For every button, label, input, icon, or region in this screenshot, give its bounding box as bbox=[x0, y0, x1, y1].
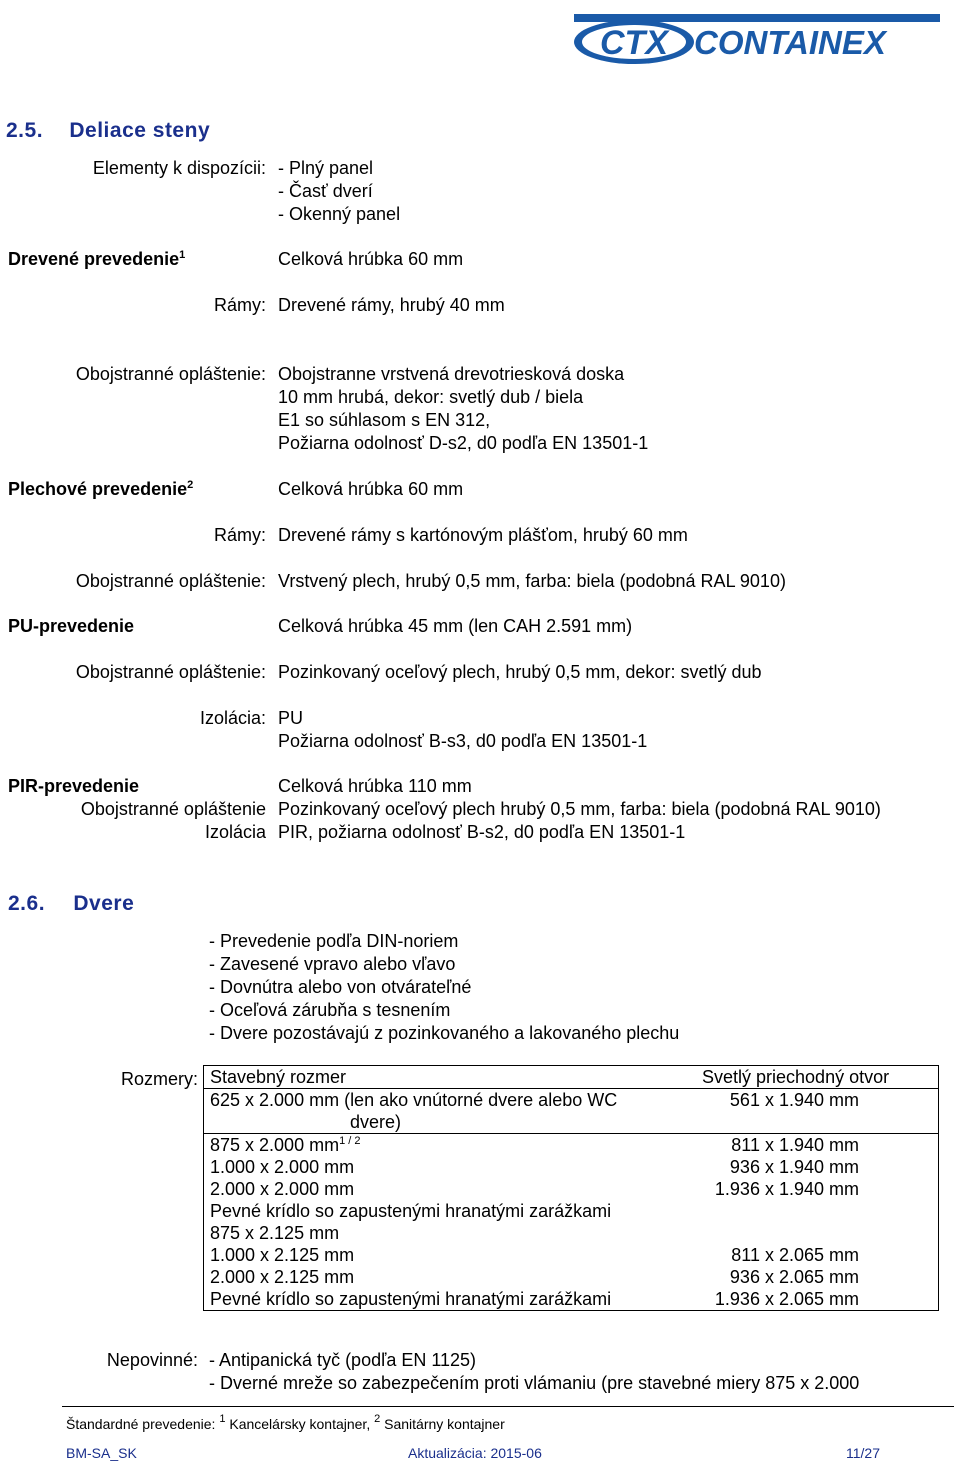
table-cell-sup: 1 / 2 bbox=[339, 1135, 361, 1147]
section-number: 2.6. bbox=[8, 892, 46, 915]
optional-item-1: - Antipanická tyč (podľa EN 1125) bbox=[209, 1350, 477, 1370]
pu-insulation-label: Izolácia: bbox=[199, 708, 266, 728]
table-row bbox=[204, 1111, 939, 1134]
elements-item-1: - Plný panel bbox=[278, 158, 374, 178]
table-row bbox=[204, 1178, 939, 1200]
table-cell-size: 1.000 x 2.000 mm bbox=[210, 1157, 355, 1177]
wood-cladding-line-1: Obojstranne vrstvená drevotriesková doska bbox=[278, 364, 625, 384]
pir-thickness: Celková hrúbka 110 mm bbox=[278, 776, 472, 796]
pu-insulation-line-2: Požiarna odolnosť B-s3, d0 podľa EN 13501-1 bbox=[278, 731, 648, 751]
pir-insulation-value: PIR, požiarna odolnosť B-s2, d0 podľa EN 13501-1 bbox=[278, 822, 686, 842]
table-row bbox=[204, 1244, 939, 1266]
pu-cladding-value: Pozinkovaný oceľový plech, hrubý 0,5 mm, dekor: svetlý dub bbox=[278, 662, 762, 682]
section-title: Dvere bbox=[73, 892, 135, 915]
wood-cladding-line-2: 10 mm hrubá, dekor: svetlý dub / biela bbox=[278, 387, 584, 407]
pu-cladding-label: Obojstranné opláštenie: bbox=[75, 662, 266, 682]
table-header-cell: Stavebný rozmer bbox=[204, 1066, 703, 1089]
pu-variant-title: PU-prevedenie bbox=[8, 616, 135, 636]
table-cell-size: Pevné krídlo so zapustenými hranatými zarážkami bbox=[210, 1289, 612, 1309]
pir-variant-title: PIR-prevedenie bbox=[8, 776, 140, 796]
section-heading-2-6 bbox=[8, 892, 134, 916]
door-feature-2: - Zavesené vpravo alebo vľavo bbox=[209, 954, 456, 974]
table-cell-opening: 936 x 1.940 mm bbox=[729, 1157, 859, 1177]
footer-note-2: Sanitárny kontajner bbox=[384, 1416, 505, 1432]
wood-cladding-line-3: E1 so súhlasom s EN 312, bbox=[278, 410, 491, 430]
table-cell-size: 2.000 x 2.000 mm bbox=[210, 1179, 355, 1199]
metal-frames-label: Rámy: bbox=[213, 525, 266, 545]
wood-variant-sup: 1 bbox=[179, 249, 186, 261]
table-row bbox=[204, 1089, 939, 1112]
wood-variant-title bbox=[8, 248, 185, 270]
elements-label: Elementy k dispozícii: bbox=[92, 158, 266, 178]
footer-note bbox=[66, 1413, 505, 1433]
wood-cladding-line-4: Požiarna odolnosť D-s2, d0 podľa EN 13501-1 bbox=[278, 433, 649, 453]
footer-note-sup-1: 1 bbox=[219, 1413, 226, 1425]
table-cell-size-text: 875 x 2.000 mm bbox=[210, 1135, 340, 1155]
footer-note-prefix: Štandardné prevedenie: bbox=[66, 1416, 216, 1432]
elements-item-2: - Časť dverí bbox=[278, 181, 373, 201]
table-cell-size: 1.000 x 2.125 mm bbox=[210, 1245, 355, 1265]
pu-thickness: Celková hrúbka 45 mm (len CAH 2.591 mm) bbox=[278, 616, 633, 636]
table-row bbox=[204, 1222, 939, 1244]
table-row bbox=[204, 1134, 939, 1157]
door-feature-3: - Dovnútra alebo von otvárateľné bbox=[209, 977, 472, 997]
table-cell-opening: 936 x 2.065 mm bbox=[729, 1267, 859, 1287]
table-cell-opening: 561 x 1.940 mm bbox=[729, 1090, 859, 1110]
table-row bbox=[204, 1266, 939, 1288]
table-cell-opening: 811 x 1.940 mm bbox=[731, 1135, 859, 1155]
section-number: 2.5. bbox=[6, 119, 44, 142]
footer-page-number: 11/27 bbox=[846, 1445, 880, 1461]
metal-variant-title bbox=[8, 478, 193, 500]
logo-mark-text: CTX bbox=[600, 24, 668, 62]
section-heading-2-5 bbox=[6, 119, 210, 143]
pir-cladding-value: Pozinkovaný oceľový plech hrubý 0,5 mm, farba: biela (podobná RAL 9010) bbox=[278, 799, 881, 819]
metal-cladding-value: Vrstvený plech, hrubý 0,5 mm, farba: biela (podobná RAL 9010) bbox=[278, 571, 786, 591]
table-header-row bbox=[204, 1066, 939, 1089]
wood-thickness: Celková hrúbka 60 mm bbox=[278, 249, 464, 269]
wood-frames-value: Drevené rámy, hrubý 40 mm bbox=[278, 295, 505, 315]
dimensions-table bbox=[203, 1065, 939, 1311]
optional-label: Nepovinné: bbox=[106, 1350, 198, 1370]
section-title: Deliace steny bbox=[69, 119, 211, 142]
containex-logo-graphic bbox=[572, 10, 942, 66]
metal-thickness: Celková hrúbka 60 mm bbox=[278, 479, 464, 499]
metal-variant-sup: 2 bbox=[187, 479, 194, 491]
footer-divider bbox=[62, 1406, 954, 1407]
door-feature-4: - Oceľová zárubňa s tesnením bbox=[209, 1000, 451, 1020]
footer-note-1: Kancelársky kontajner, bbox=[229, 1416, 371, 1432]
table-row bbox=[204, 1200, 939, 1222]
metal-frames-value: Drevené rámy s kartónovým plášťom, hrubý 60 mm bbox=[278, 525, 688, 545]
footer-doc-id: BM-SA_SK bbox=[66, 1445, 137, 1461]
dimensions-label: Rozmery: bbox=[120, 1069, 198, 1089]
table-cell-size bbox=[204, 1134, 703, 1157]
table-cell-opening: 811 x 2.065 mm bbox=[731, 1245, 859, 1265]
pir-insulation-label: Izolácia bbox=[204, 822, 266, 842]
door-feature-5: - Dvere pozostávajú z pozinkovaného a lakovaného plechu bbox=[209, 1023, 680, 1043]
table-cell-size: 2.000 x 2.125 mm bbox=[210, 1267, 355, 1287]
table-header-cell: Svetlý priechodný otvor bbox=[702, 1066, 939, 1089]
containex-logo bbox=[572, 10, 942, 66]
metal-variant-title-text: Plechové prevedenie bbox=[8, 479, 188, 499]
footer-note-sup-2: 2 bbox=[374, 1413, 381, 1425]
table-row bbox=[204, 1288, 939, 1311]
optional-item-2: - Dverné mreže so zabezpečením proti vlámaniu (pre stavebné miery 875 x 2.000 bbox=[209, 1373, 860, 1393]
wood-variant-title-text: Drevené prevedenie bbox=[8, 249, 180, 269]
table-row bbox=[204, 1156, 939, 1178]
elements-item-3: - Okenný panel bbox=[278, 204, 401, 224]
metal-cladding-label: Obojstranné opláštenie: bbox=[75, 571, 266, 591]
pir-cladding-label: Obojstranné opláštenie bbox=[80, 799, 266, 819]
pu-insulation-line-1: PU bbox=[278, 708, 304, 728]
table-cell-opening: 1.936 x 2.065 mm bbox=[714, 1289, 859, 1309]
table-cell-size: 625 x 2.000 mm (len ako vnútorné dvere alebo WC bbox=[210, 1090, 618, 1110]
logo-text: CONTAINEX bbox=[694, 24, 886, 61]
table-cell-opening: 1.936 x 1.940 mm bbox=[714, 1179, 859, 1199]
wood-frames-label: Rámy: bbox=[213, 295, 266, 315]
table-cell-size: Pevné krídlo so zapustenými hranatými zarážkami bbox=[210, 1201, 612, 1221]
footer-updated: Aktualizácia: 2015-06 bbox=[408, 1445, 542, 1461]
door-feature-1: - Prevedenie podľa DIN-noriem bbox=[209, 931, 459, 951]
table-cell-size: dvere) bbox=[204, 1111, 703, 1134]
table-cell-size: 875 x 2.125 mm bbox=[210, 1223, 340, 1243]
wood-cladding-label: Obojstranné opláštenie: bbox=[75, 364, 266, 384]
